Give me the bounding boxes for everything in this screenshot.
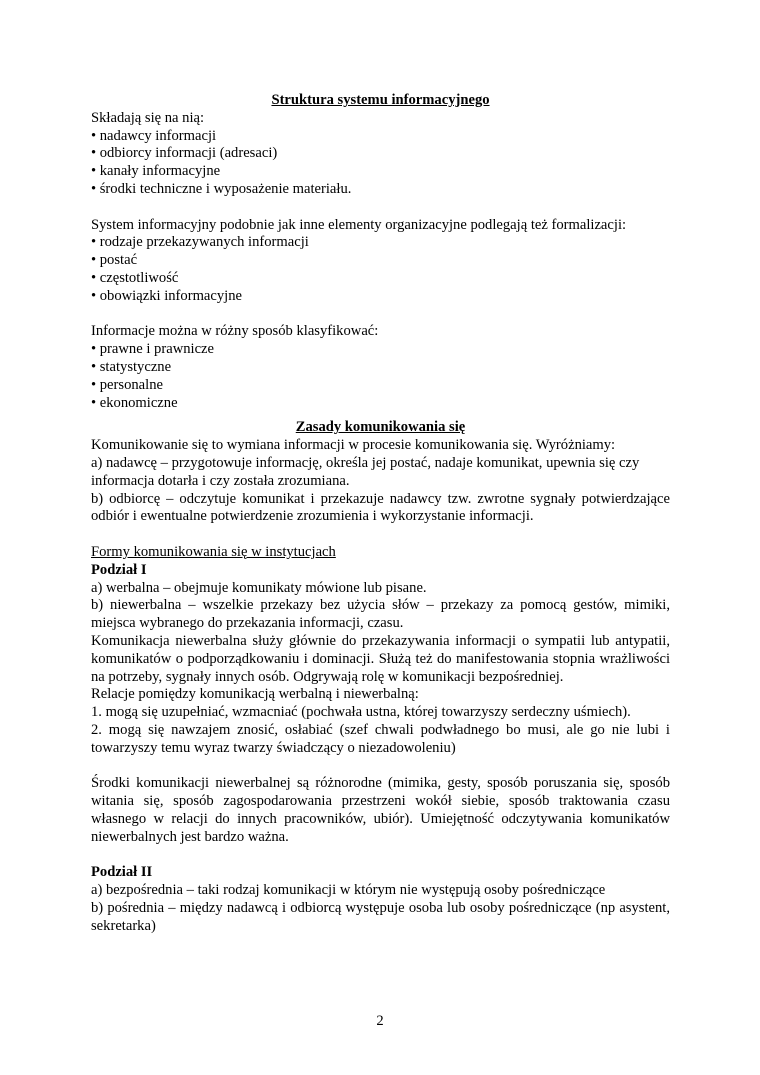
list-item: • odbiorcy informacji (adresaci)	[91, 145, 278, 162]
nonverbal-paragraph: Komunikacja niewerbalna służy głównie do przekazywania informacji o sympatii lub antypatii, komunikatów o podporządkowaniu i dominacji. Służą też do manifestowania stopnia wrażliwości na potrzeby, sygnały innych osób. Odgrywają rolę w komunikacji bezpośredniej.	[91, 632, 670, 685]
classification-intro: Informacje można w różny sposób klasyfikować:	[91, 323, 379, 340]
list-item: • rodzaje przekazywanych informacji	[91, 234, 309, 251]
communication-intro: Komunikowanie się to wymiana informacji w procesie komunikowania się. Wyróżniamy:	[91, 437, 616, 454]
division-1-title: Podział I	[91, 561, 147, 578]
division-2-title: Podział II	[91, 864, 153, 881]
list-item: • częstotliwość	[91, 269, 179, 286]
communication-point-a: a) nadawcę – przygotowuje informację, określa jej postać, nadaje komunikat, upewnia się czy informacja dotarła i czy została zrozumiana.	[91, 454, 640, 489]
indirect-definition: b) pośrednia – między nadawcą i odbiorcą występuje osoba lub osoby pośredniczące (np asystent, sekretarka)	[91, 899, 670, 934]
list-item: • postać	[91, 252, 138, 269]
spacer	[91, 846, 670, 864]
list-item: • prawne i prawnicze	[91, 341, 215, 358]
verbal-definition: a) werbalna – obejmuje komunikaty mówione lub pisane.	[91, 579, 427, 596]
list-item: • personalne	[91, 376, 163, 393]
nonverbal-definition: b) niewerbalna – wszelkie przekazy bez użycia słów – przekazy za pomocą gestów, mimiki, miejsca wybranego do przekazania informacji, czasu.	[91, 597, 670, 632]
relations-intro: Relacje pomiędzy komunikacją werbalną i niewerbalną:	[91, 686, 419, 703]
list-item: • środki techniczne i wyposażenie materiału.	[91, 180, 352, 197]
section-title-communication: Zasady komunikowania się	[295, 419, 466, 436]
spacer	[91, 199, 670, 217]
spacer	[91, 757, 670, 775]
relation-1: 1. mogą się uzupełniać, wzmacniać (pochwała ustna, której towarzyszy serdeczny uśmiech).	[91, 704, 631, 721]
structure-list	[91, 128, 670, 199]
formalization-list	[91, 234, 670, 305]
formalization-intro: System informacyjny podobnie jak inne elementy organizacyjne podlegają też formalizacji:	[91, 216, 627, 233]
direct-definition: a) bezpośrednia – taki rodzaj komunikacji w którym nie występują osoby pośredniczące	[91, 882, 606, 899]
structure-intro: Składają się na nią:	[91, 109, 205, 126]
list-item: • nadawcy informacji	[91, 127, 217, 144]
spacer	[91, 306, 670, 324]
list-item: • obowiązki informacyjne	[91, 287, 242, 304]
section-title-structure: Struktura systemu informacyjnego	[271, 92, 490, 108]
page-number: 2	[376, 1013, 384, 1029]
list-item: • statystyczne	[91, 358, 172, 375]
list-item: • kanały informacyjne	[91, 163, 221, 180]
document-page	[91, 92, 670, 935]
spacer	[91, 526, 670, 544]
means-paragraph: Środki komunikacji niewerbalnej są różnorodne (mimika, gesty, sposób poruszania się, sposób witania się, sposób zagospodarowania przestrzeni wokół siebie, sposób traktowania czasu własnego w relacji do innych pracowników, ubiór). Umiejętność odczytywania komunikatów niewerbalnych jest bardzo ważna.	[91, 775, 670, 845]
classification-list	[91, 341, 670, 412]
forms-subtitle: Formy komunikowania się w instytucjach	[91, 543, 336, 560]
communication-point-b: b) odbiorcę – odczytuje komunikat i przekazuje nadawcy tzw. zwrotne sygnały potwierdzające odbiór i ewentualne potwierdzenie zrozumienia i wykorzystanie informacji.	[91, 490, 670, 525]
list-item: • ekonomiczne	[91, 394, 178, 411]
relation-2: 2. mogą się nawzajem znosić, osłabiać (szef chwali podwładnego bo musi, ale go nie lubi i towarzyszy temu wyraz twarzy świadczący o niezadowoleniu)	[91, 721, 670, 756]
